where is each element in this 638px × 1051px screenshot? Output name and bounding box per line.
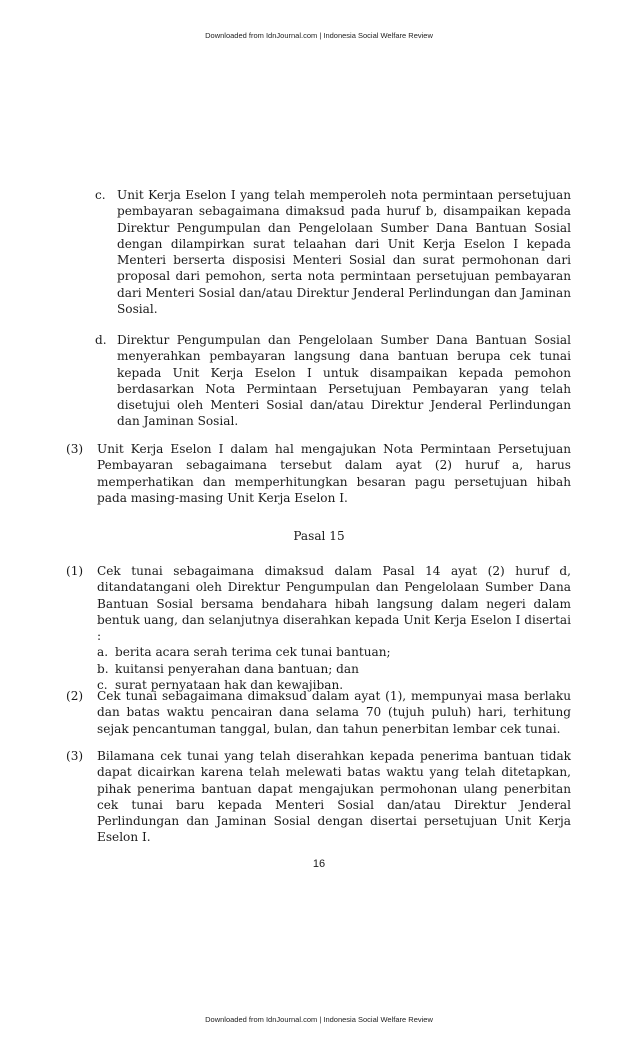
list-marker: d. [95, 333, 107, 347]
list-marker: c. [95, 188, 106, 202]
sublist-text: kuitansi penyerahan dana bantuan; dan [115, 661, 359, 676]
paragraph-text: Cek tunai sebagaimana dimaksud dalam ayat (1), mempunyai masa berlaku dan batas waktu pencairan dana selama 70 (tujuh puluh) hari, terhitung sejak pencantuman tanggal, bulan, dan tahun penerbitan lembar cek tunai. [97, 689, 571, 736]
sublist-text: surat pernyataan hak dan kewajiban. [115, 678, 344, 693]
paragraph-body [97, 563, 571, 693]
sublist-marker: a. [97, 645, 109, 660]
paragraph-marker: (2) [66, 689, 84, 703]
list-item-text: Direktur Pengumpulan dan Pengelolaan Sumber Dana Bantuan Sosial menyerahkan pembayaran langsung dana bantuan berupa cek tunai kepada Unit Kerja Eselon I untuk disampaikan kepada pemohon berdasarkan Nota Permintaan Persetujuan Pembayaran yang telah disetujui oleh Menteri Sosial dan/atau Direktur Jenderal Perlindungan dan Jaminan Sosial. [117, 333, 571, 429]
download-footer: Downloaded from IdnJournal.com | Indonesia Social Welfare Review [205, 1015, 433, 1024]
sublist-text: berita acara serah terima cek tunai bantuan; [115, 645, 391, 660]
paragraph-text: Bilamana cek tunai yang telah diserahkan kepada penerima bantuan tidak dapat dicairkan karena telah melewati batas waktu yang telah ditetapkan, pihak penerima bantuan dapat mengajukan permohonan ulang penerbitan cek tunai baru kepada Menteri Sosial dan/atau Direktur Jenderal Perlindungan dan Jaminan Sosial dengan disertai persetujuan Unit Kerja Eselon I. [97, 749, 571, 845]
list-item-text: Unit Kerja Eselon I yang telah memperoleh nota permintaan persetujuan pembayaran sebagaimana dimaksud pada huruf b, disampaikan kepada Direktur Pengumpulan dan Pengelolaan Sumber Dana Bantuan Sosial dengan dilampirkan surat telaahan dari Unit Kerja Eselon I kepada Menteri berserta disposisi Menteri Sosial dan surat permohonan dari proposal dari pemohon, serta nota permintaan persetujuan pembayaran dari Menteri Sosial dan/atau Direktur Jenderal Perlindungan dan Jaminan Sosial. [117, 188, 571, 317]
section-heading: Pasal 15 [293, 529, 345, 543]
sublist-item [97, 661, 571, 677]
sublist-item [97, 644, 571, 660]
paragraph-marker: (1) [66, 564, 84, 578]
download-header: Downloaded from IdnJournal.com | Indonesia Social Welfare Review [205, 31, 433, 40]
paragraph-marker: (3) [66, 442, 84, 456]
sublist-marker: c. [97, 678, 108, 693]
paragraph-text: Unit Kerja Eselon I dalam hal mengajukan Nota Permintaan Persetujuan Pembayaran sebagaimana tersebut dalam ayat (2) huruf a, harus memperhatikan dan memperhitungkan besaran pagu persetujuan hibah pada masing-masing Unit Kerja Eselon I. [97, 442, 571, 505]
paragraph-text: Cek tunai sebagaimana dimaksud dalam Pasal 14 ayat (2) huruf d, ditandatangani oleh Direktur Pengumpulan dan Pengelolaan Sumber Dana Bantuan Sosial bersama bendahara hibah langsung dalam negeri dalam bentuk uang, dan selanjutnya diserahkan kepada Unit Kerja Eselon I disertai : [97, 564, 571, 644]
paragraph-marker: (3) [66, 749, 84, 763]
sublist-marker: b. [97, 661, 109, 676]
page-number: 16 [312, 858, 326, 870]
